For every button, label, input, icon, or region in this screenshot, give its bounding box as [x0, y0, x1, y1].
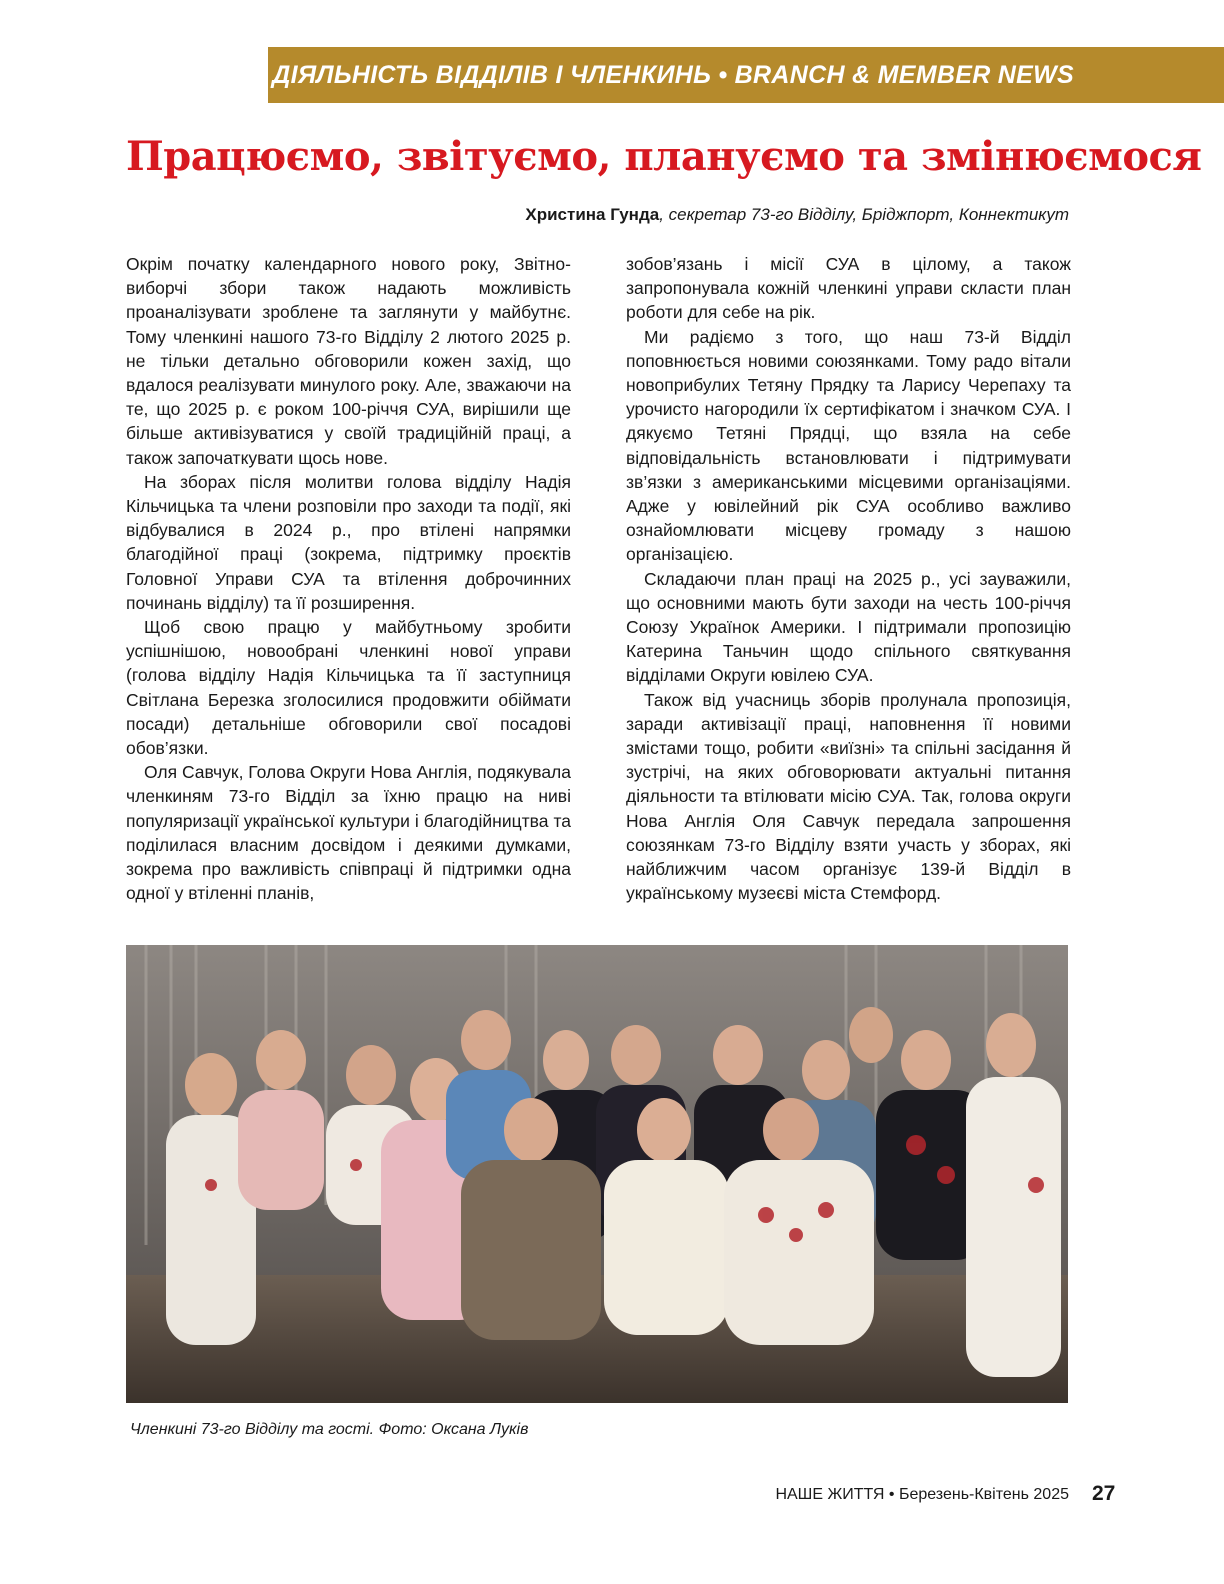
paragraph: Також від учасниць зборів пролунала пропозиція, заради активізації праці, наповнення її новими змістами тощо, робити «виїзні» та спільні засідання й зустрічі, на яких обговорювати актуальні питання діяльности та втілювати місію СУА. Так, голова округи Нова Англія Оля Савчук передала запрошення союзянкам 73-го Відділу взяти участь у зборах, які найближчим часом організує 139-й Відділ в українському музеєві міста Стемфорд.: [626, 689, 1071, 904]
footer-magazine: НАШЕ ЖИТТЯ • Березень-Квітень 2025: [775, 1486, 1069, 1503]
paragraph: Оля Савчук, Голова Округи Нова Англія, подякувала членкиням 73-го Відділ за їхню працю на ниві популяризації української культури і благодійництва та поділилася власним досвідом і деякими думками, зокрема про важливість співпраці й підтримки одна одної у втіленні планів,: [126, 762, 571, 904]
paragraph: На зборах після молитви голова відділу Надія Кільчицька та члени розповіли про заходи та події, які відбувалися в 2024 р., про втілені напрямки благодійної праці (зокрема, підтримку проєктів Головної Управи СУА та втілення доброчинних починань відділу) та її розширення.: [126, 471, 571, 613]
photo-caption: Членкині 73-го Відділу та гості. Фото: Оксана Луків: [130, 1421, 529, 1438]
paragraph: Складаючи план праці на 2025 р., усі зауважили, що основними мають бути заходи на честь 100-річчя Союзу Українок Америки. І підтримали пропозицію Катерина Таньчин щодо спільного святкування відділами Округи ювілею СУА.: [626, 568, 1071, 686]
byline: [525, 205, 1069, 225]
byline-role: , секретар 73-го Відділу, Бріджпорт, Коннектикут: [659, 205, 1069, 224]
article-title: Працюємо, звітуємо, плануємо та змінюємося: [126, 133, 1202, 180]
group-photo: [126, 945, 1068, 1403]
paragraph: зобов’язань і місії СУА в цілому, а також запропонувала кожній членкині управи скласти план роботи для себе на рік.: [626, 254, 1071, 323]
article-column-right: [626, 252, 1071, 905]
section-banner: ДІЯЛЬНІСТЬ ВІДДІЛІВ І ЧЛЕНКИНЬ • BRANCH & MEMBER NEWS: [268, 47, 1224, 103]
paragraph: Ми радіємо з того, що наш 73-й Відділ поповнюється новими союзянками. Тому радо вітали новоприбулих Тетяну Прядку та Ларису Черепаху та урочисто нагородили їх сертифікатом і значком СУА. І дякуємо Тетяні Прядці, що взяла на себе відповідальність встановлювати і підтримувати зв’язки з американськими місцевими організаціями. Адже у ювілейний рік СУА особливо важливо ознайомлювати місцеву громаду з нашою організацією.: [626, 326, 1071, 565]
article-column-left: [126, 252, 571, 905]
page-number: 27: [1092, 1482, 1116, 1505]
paragraph: Щоб свою працю у майбутньому зробити успішнішою, новообрані членкині нової управи (голова відділу Надія Кільчицька та її заступниця Світлана Березка зголосилися продовжити обіймати посади) детальніше обговорили свої посадові обов’язки.: [126, 617, 571, 759]
byline-author: Христина Гунда: [525, 205, 660, 224]
paragraph: Окрім початку календарного нового року, Звітно-виборчі збори також надають можливість проаналізувати зроблене та заглянути у майбутнє. Тому членкині нашого 73-го Відділу 2 лютого 2025 р. не тільки детально обговорили кожен захід, що вдалося реалізувати минулого року. Але, зважаючи на те, що 2025 р. є роком 100-річчя СУА, вирішили ще більше активізуватися у своїй традиційній праці, а також започаткувати щось нове.: [126, 254, 571, 468]
